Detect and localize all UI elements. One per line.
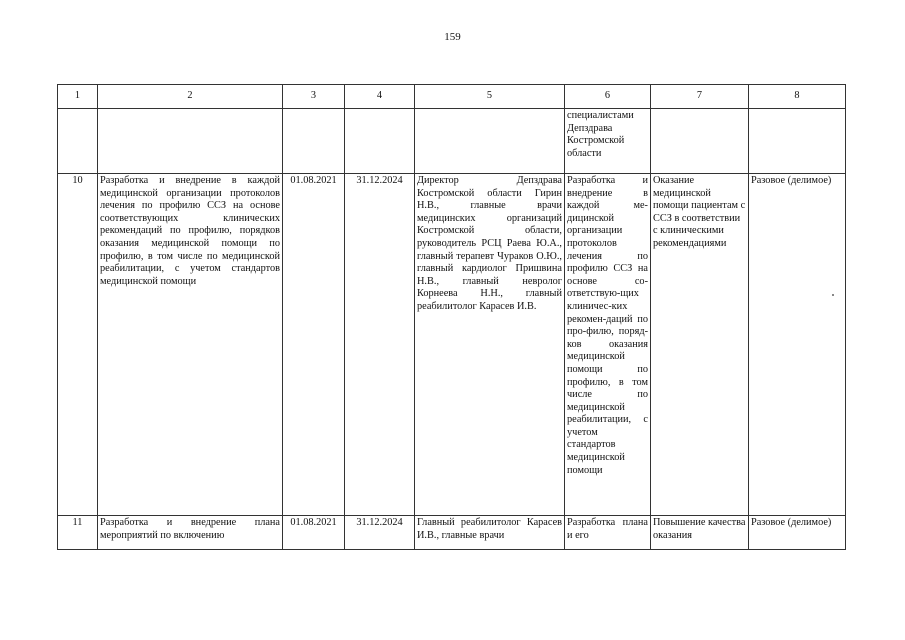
start-date-cell: 01.08.2021 — [283, 516, 345, 550]
start-date-cell: 01.08.2021 — [283, 174, 345, 516]
column-number-5: 5 — [415, 85, 565, 109]
table-row — [58, 174, 846, 516]
column-number-1: 1 — [58, 85, 98, 109]
row-number: 10 — [58, 174, 98, 516]
indicator-cell: Оказание медицинской помощи пациентам с ССЗ в соответствии с клиническими рекомендациями — [651, 174, 749, 516]
row-number: 11 — [58, 516, 98, 550]
continuation-row — [58, 109, 846, 174]
cont-cell-1 — [58, 109, 98, 174]
cont-cell-8 — [749, 109, 846, 174]
column-number-row — [58, 85, 846, 109]
column-number-4: 4 — [345, 85, 415, 109]
column-number-7: 7 — [651, 85, 749, 109]
page-number: 159 — [444, 31, 461, 43]
table-row — [58, 516, 846, 550]
cont-cell-result: специалистами Депздрава Костромской области — [565, 109, 651, 174]
task-cell: Разработка и внедрение плана мероприятий по включению — [98, 516, 283, 550]
responsible-cell: Директор Депздрава Костромской области Гирин Н.В., главные врачи медицинских организаций Костромской области, руководитель РСЦ Раева Ю.А., главный терапевт Чураков О.Ю., главный кардиолог Пришвина Н.В., главный невролог Корнеева Н.Н., главный реабилитолог Карасев И.В. — [415, 174, 565, 516]
result-cell: Разработка и внедрение в каждой ме-дицинской организации протоколов лечения по профилю ССЗ на основе со-ответствую-щих клиничес-ких рекомен-даций по про-филю, поряд-ков оказания медицинской помощи по профилю, в том числе по медицинской реабилитации, с учетом стандартов медицинской помощи — [565, 174, 651, 516]
column-number-8: 8 — [749, 85, 846, 109]
column-number-6: 6 — [565, 85, 651, 109]
type-cell: Разовое (делимое) — [749, 516, 846, 550]
cont-cell-2 — [98, 109, 283, 174]
cont-cell-4 — [345, 109, 415, 174]
cont-cell-5 — [415, 109, 565, 174]
cont-cell-3 — [283, 109, 345, 174]
column-number-3: 3 — [283, 85, 345, 109]
scan-speck — [832, 294, 834, 296]
cont-cell-7 — [651, 109, 749, 174]
measures-table — [57, 84, 846, 550]
end-date-cell: 31.12.2024 — [345, 174, 415, 516]
task-cell: Разработка и внедрение в каждой медицинской организации протоколов лечения по профилю ССЗ на основе соответствующих клинических рекомендаций по профилю, порядков оказания медицинской помощи по профилю, в том числе по медицинской реабилитации, с учетом стандартов медицинской помощи — [98, 174, 283, 516]
type-cell: Разовое (делимое) — [749, 174, 846, 516]
column-number-2: 2 — [98, 85, 283, 109]
end-date-cell: 31.12.2024 — [345, 516, 415, 550]
responsible-cell: Главный реабилитолог Карасев И.В., главные врачи — [415, 516, 565, 550]
indicator-cell: Повышение качества оказания — [651, 516, 749, 550]
result-cell: Разработка плана и его — [565, 516, 651, 550]
